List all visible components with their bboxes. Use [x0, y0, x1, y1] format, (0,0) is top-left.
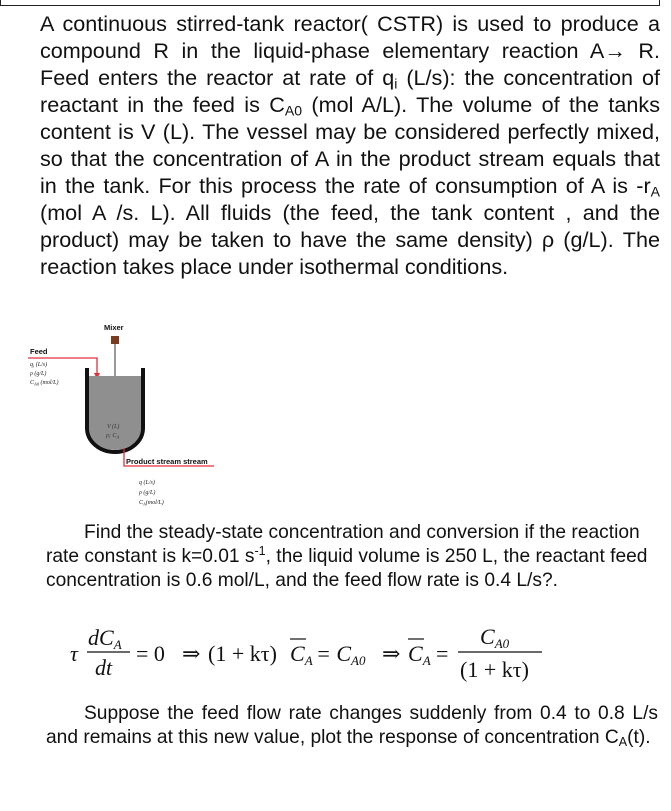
eq-implies-2: ⇒	[382, 641, 401, 666]
product-concentration: $C_A(mol/L)$	[139, 500, 164, 507]
eq-equals-zero: = 0	[136, 641, 165, 666]
eq-denominator-dt: dt	[95, 655, 113, 680]
feed-density: ρ (g/L)	[30, 371, 47, 377]
steady-state-equation	[48, 622, 668, 686]
eq-fraction-denominator: (1 + kτ)	[460, 657, 529, 682]
cstr-diagram	[28, 318, 248, 516]
eq-equals-ca0: = CA0	[316, 641, 366, 668]
eq-cbar-a-2: CA	[408, 641, 431, 668]
eq-implies-1: ⇒	[182, 641, 201, 666]
eq-tau: τ	[70, 641, 78, 666]
eq-fraction-numerator-ca0: CA0	[480, 624, 510, 651]
top-border-rule	[0, 0, 660, 6]
product-flow-rate: q (L/s)	[139, 480, 155, 486]
tank-volume-label: V (L)	[107, 424, 120, 430]
feed-flow-rate: $q_i$ (L/s)	[30, 362, 48, 369]
eq-equals: =	[436, 641, 449, 666]
problem-paragraph-intro: A continuous stirred-tank reactor( CSTR) is used to produce a compound R in the liquid-phase elementary reaction A→ R. Feed enters the reactor at rate of $q_i$ (L/s): the concentration of reactant in the feed is $C_{A0}$ (mol A/L). The volume of the tanks content is V (L). The vessel may be considered perfectly mixed, so that the concentration of A in the product stream equals that in the tank. For this process the rate of consumption of A is $-r_A$ (mol A /s. L). All fluids (the feed, the tank content , and the product) may be taken to have the same density) ρ (g/L). The reaction takes place under isothermal conditions.	[40, 11, 660, 279]
feed-label: Feed	[30, 347, 48, 356]
problem-question-steady-state: Find the steady-state concentration and conversion if the reaction rate constant is k=0.01 $s^{-1}$, the liquid volume is 250 L, the reactant feed concentration is 0.6 mol/L, and the feed flow rate is 0.4 L/s?.	[46, 522, 648, 591]
eq-numerator-dca: dCA	[88, 625, 122, 652]
product-density: ρ (g/L)	[139, 490, 156, 496]
product-stream-label: Product stream stream	[126, 457, 208, 466]
tank-density-concentration-label: ρ; $C_A$	[106, 433, 120, 440]
eq-cbar-a-1: CA	[290, 641, 313, 668]
feed-concentration: $C_{A0}$ (mol/L)	[30, 380, 59, 387]
eq-one-plus-ktau: (1 + kτ)	[208, 641, 277, 666]
problem-question-step-response: Suppose the feed flow rate changes suddenly from 0.4 to 0.8 L/s and remains at this new value, plot the response of concentration $C_A(t)$.	[46, 703, 658, 750]
mixer-label: Mixer	[104, 323, 124, 332]
mixer-motor	[111, 336, 119, 344]
